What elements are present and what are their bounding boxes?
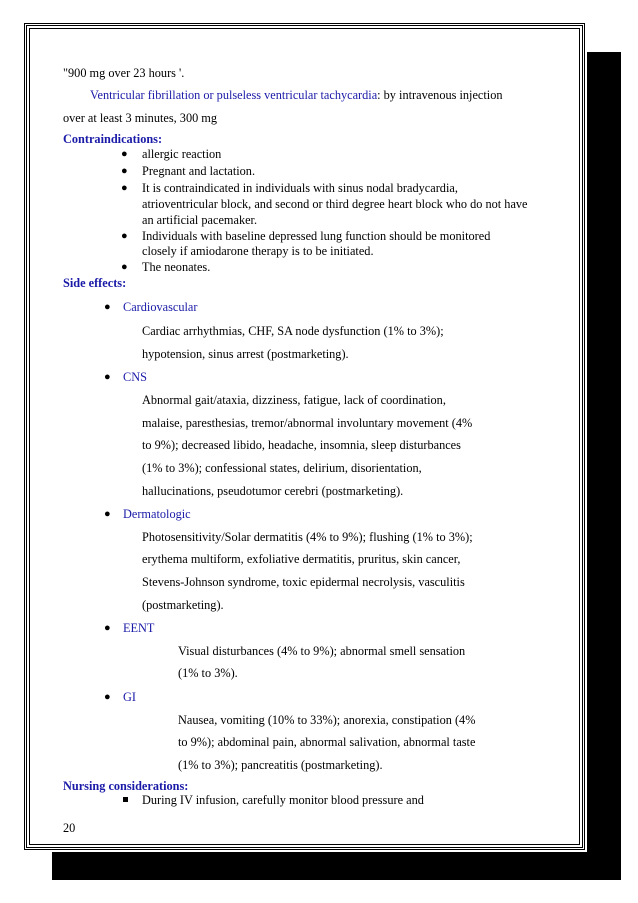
- contraindication-item-cont: an artificial pacemaker.: [142, 213, 258, 227]
- side-effect-line: (1% to 3%).: [178, 666, 238, 680]
- contraindication-item-cont: atrioventricular block, and second or third degree heart block who do not have: [142, 197, 528, 211]
- vf-rest: : by intravenous injection: [377, 88, 503, 102]
- bullet-icon: ●: [104, 508, 111, 520]
- bullet-icon: ●: [121, 230, 128, 242]
- contraindication-item: allergic reaction: [142, 147, 222, 161]
- page-number: 20: [63, 821, 76, 835]
- contraindication-item: The neonates.: [142, 260, 211, 274]
- contraindication-item-cont: closely if amiodarone therapy is to be initiated.: [142, 244, 374, 258]
- side-effect-line: to 9%); decreased libido, headache, insomnia, sleep disturbances: [142, 438, 461, 452]
- nursing-item: During IV infusion, carefully monitor blood pressure and: [142, 793, 424, 807]
- bullet-icon: ●: [104, 691, 111, 703]
- side-effect-line: hypotension, sinus arrest (postmarketing).: [142, 347, 349, 361]
- side-effect-line: Abnormal gait/ataxia, dizziness, fatigue, lack of coordination,: [142, 393, 446, 407]
- contraindication-item: It is contraindicated in individuals with sinus nodal bradycardia,: [142, 181, 458, 195]
- bullet-icon: ●: [121, 182, 128, 194]
- side-effect-line: (1% to 3%); confessional states, delirium, disorientation,: [142, 461, 422, 475]
- nursing-heading: Nursing considerations:: [63, 779, 189, 793]
- side-effect-line: (postmarketing).: [142, 598, 224, 612]
- side-effect-line: erythema multiform, exfoliative dermatitis, pruritus, skin cancer,: [142, 552, 461, 566]
- contraindication-item: Pregnant and lactation.: [142, 164, 256, 178]
- bullet-icon: ●: [121, 165, 128, 177]
- bullet-icon: ●: [104, 301, 111, 313]
- bullet-icon: ●: [121, 261, 128, 273]
- contraindication-item: Individuals with baseline depressed lung function should be monitored: [142, 229, 491, 243]
- side-effect-line: Stevens-Johnson syndrome, toxic epidermal necrolysis, vasculitis: [142, 575, 465, 589]
- page-shadow-right: [587, 52, 621, 880]
- side-effect-group-title: Dermatologic: [123, 507, 191, 521]
- side-effect-line: malaise, paresthesias, tremor/abnormal involuntary movement (4%: [142, 416, 473, 430]
- side-effect-group-title: EENT: [123, 621, 155, 635]
- page-shadow-bottom: [52, 852, 621, 880]
- square-bullet-icon: [123, 797, 128, 802]
- text-line: over at least 3 minutes, 300 mg: [63, 111, 218, 125]
- bullet-icon: ●: [104, 622, 111, 634]
- side-effect-line: Visual disturbances (4% to 9%); abnormal smell sensation: [178, 644, 466, 658]
- side-effect-line: (1% to 3%); pancreatitis (postmarketing).: [178, 758, 383, 772]
- side-effect-line: hallucinations, pseudotumor cerebri (postmarketing).: [142, 484, 404, 498]
- side-effect-group-title: CNS: [123, 370, 147, 384]
- side-effect-line: to 9%); abdominal pain, abnormal salivation, abnormal taste: [178, 735, 476, 749]
- side-effect-group-title: Cardiovascular: [123, 300, 198, 314]
- side-effect-line: Nausea, vomiting (10% to 33%); anorexia, constipation (4%: [178, 713, 476, 727]
- bullet-icon: ●: [104, 371, 111, 383]
- vf-label: Ventricular fibrillation or pulseless ventricular tachycardia: [90, 88, 378, 102]
- side-effect-group-title: GI: [123, 690, 136, 704]
- side-effect-line: Photosensitivity/Solar dermatitis (4% to 9%); flushing (1% to 3%);: [142, 530, 473, 544]
- bullet-icon: ●: [121, 148, 128, 160]
- side-effects-heading: Side effects:: [63, 276, 127, 290]
- text-line: "900 mg over 23 hours '.: [63, 66, 185, 80]
- side-effect-line: Cardiac arrhythmias, CHF, SA node dysfunction (1% to 3%);: [142, 324, 444, 338]
- contraindications-heading: Contraindications:: [63, 132, 163, 146]
- vf-line: [90, 88, 503, 102]
